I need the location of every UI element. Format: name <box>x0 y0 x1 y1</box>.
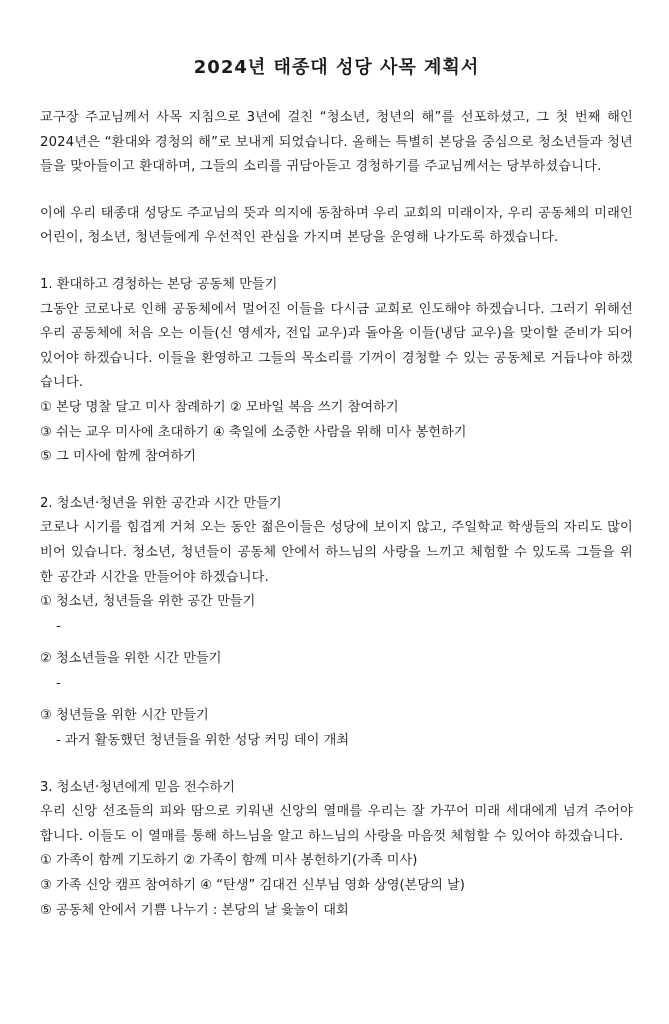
section-2-subitem-3-detail: - 과거 활동했던 청년들을 위한 성당 커밍 데이 개최 <box>56 733 350 749</box>
section-2-subitem-3-label: ③ 청년들을 위한 시간 만들기 <box>40 708 209 724</box>
section-2-subitem-2-detail: - <box>56 675 61 691</box>
section-1 <box>40 273 633 470</box>
intro-paragraph-2: 이에 우리 태종대 성당도 주교님의 뜻과 의지에 동참하며 우리 교회의 미래이자, 우리 공동체의 미래인 어린이, 청소년, 청년들에게 우선적인 관심을 가지며 본당을 운영해 나가도록 하겠습니다. <box>40 205 633 246</box>
intro-paragraph-1: 교구장 주교님께서 사목 지침으로 3년에 걸친 “청소년, 청년의 해”를 선포하셨고, 그 첫 번째 해인 2024년은 “환대와 경청의 해”로 보내게 되었습니다. 올해는 특별히 본당을 중심으로 청소년들과 청년들을 맞아들이고 환대하며, 그들의 소리를 귀담아듣고 경청하기를 주교님께서는 당부하셨습니다. <box>40 110 633 175</box>
section-2-subitem-2-label: ② 청소년들을 위한 시간 만들기 <box>40 651 222 667</box>
section-2-body: 코로나 시기를 힘겹게 거쳐 오는 동안 젊은이들은 성당에 보이지 않고, 주일학교 학생들의 자리도 많이 비어 있습니다. 청소년, 청년들이 공동체 안에서 하느님의 사랑을 느끼고 체험할 수 있도록 그들을 위한 공간과 시간을 만들어야 하겠습니다. <box>40 520 633 585</box>
section-1-heading: 1. 환대하고 경청하는 본당 공동체 만들기 <box>40 276 278 292</box>
section-3-heading: 3. 청소년·청년에게 믿음 전수하기 <box>40 779 235 795</box>
section-2-subitem-1-detail: - <box>56 618 61 634</box>
section-3-item-1: ① 가족이 함께 기도하기 ② 가족이 함께 미사 봉헌하기(가족 미사) <box>40 853 418 869</box>
section-1-item-2: ③ 쉬는 교우 미사에 초대하기 ④ 축일에 소중한 사람을 위해 미사 봉헌하기 <box>40 424 467 440</box>
section-3-body: 우리 신앙 선조들의 피와 땀으로 키워낸 신앙의 열매를 우리는 잘 가꾸어 미래 세대에게 넘겨 주어야 합니다. 이들도 이 열매를 통해 하느님을 알고 하느님의 사랑을 마음껏 체험할 수 있어야 하겠습니다. <box>40 804 633 844</box>
section-3-item-3: ⑤ 공동체 안에서 기쁨 나누기 : 본당의 날 윷놀이 대회 <box>40 902 349 918</box>
section-2-heading: 2. 청소년·청년을 위한 공간과 시간 만들기 <box>40 495 282 511</box>
section-1-item-1: ① 본당 명찰 달고 미사 참례하기 ② 모바일 복음 쓰기 참여하기 <box>40 399 399 415</box>
document-title: 2024년 태종대 성당 사목 계획서 <box>193 57 480 78</box>
section-3-item-2: ③ 가족 신앙 캠프 참여하기 ④ “탄생” 김대건 신부님 영화 상영(본당의 날) <box>40 878 465 894</box>
section-2-subitem-1-label: ① 청소년, 청년들을 위한 공간 만들기 <box>40 594 256 610</box>
section-1-body: 그동안 코로나로 인해 공동체에서 멀어진 이들을 다시금 교회로 인도해야 하겠습니다. 그러기 위해선 우리 공동체에 처음 오는 이들(신 영세자, 전입 교우)과 돌아올 이들(냉담 교우)을 맞이할 준비가 되어 있어야 하겠습니다. 이들을 환영하고 그들의 목소리를 기꺼이 경청할 수 있는 공동체로 거듭나야 하겠습니다. <box>40 301 633 391</box>
section-2 <box>40 492 633 754</box>
section-1-item-3: ⑤ 그 미사에 함께 참여하기 <box>40 449 196 465</box>
section-3 <box>40 776 633 924</box>
